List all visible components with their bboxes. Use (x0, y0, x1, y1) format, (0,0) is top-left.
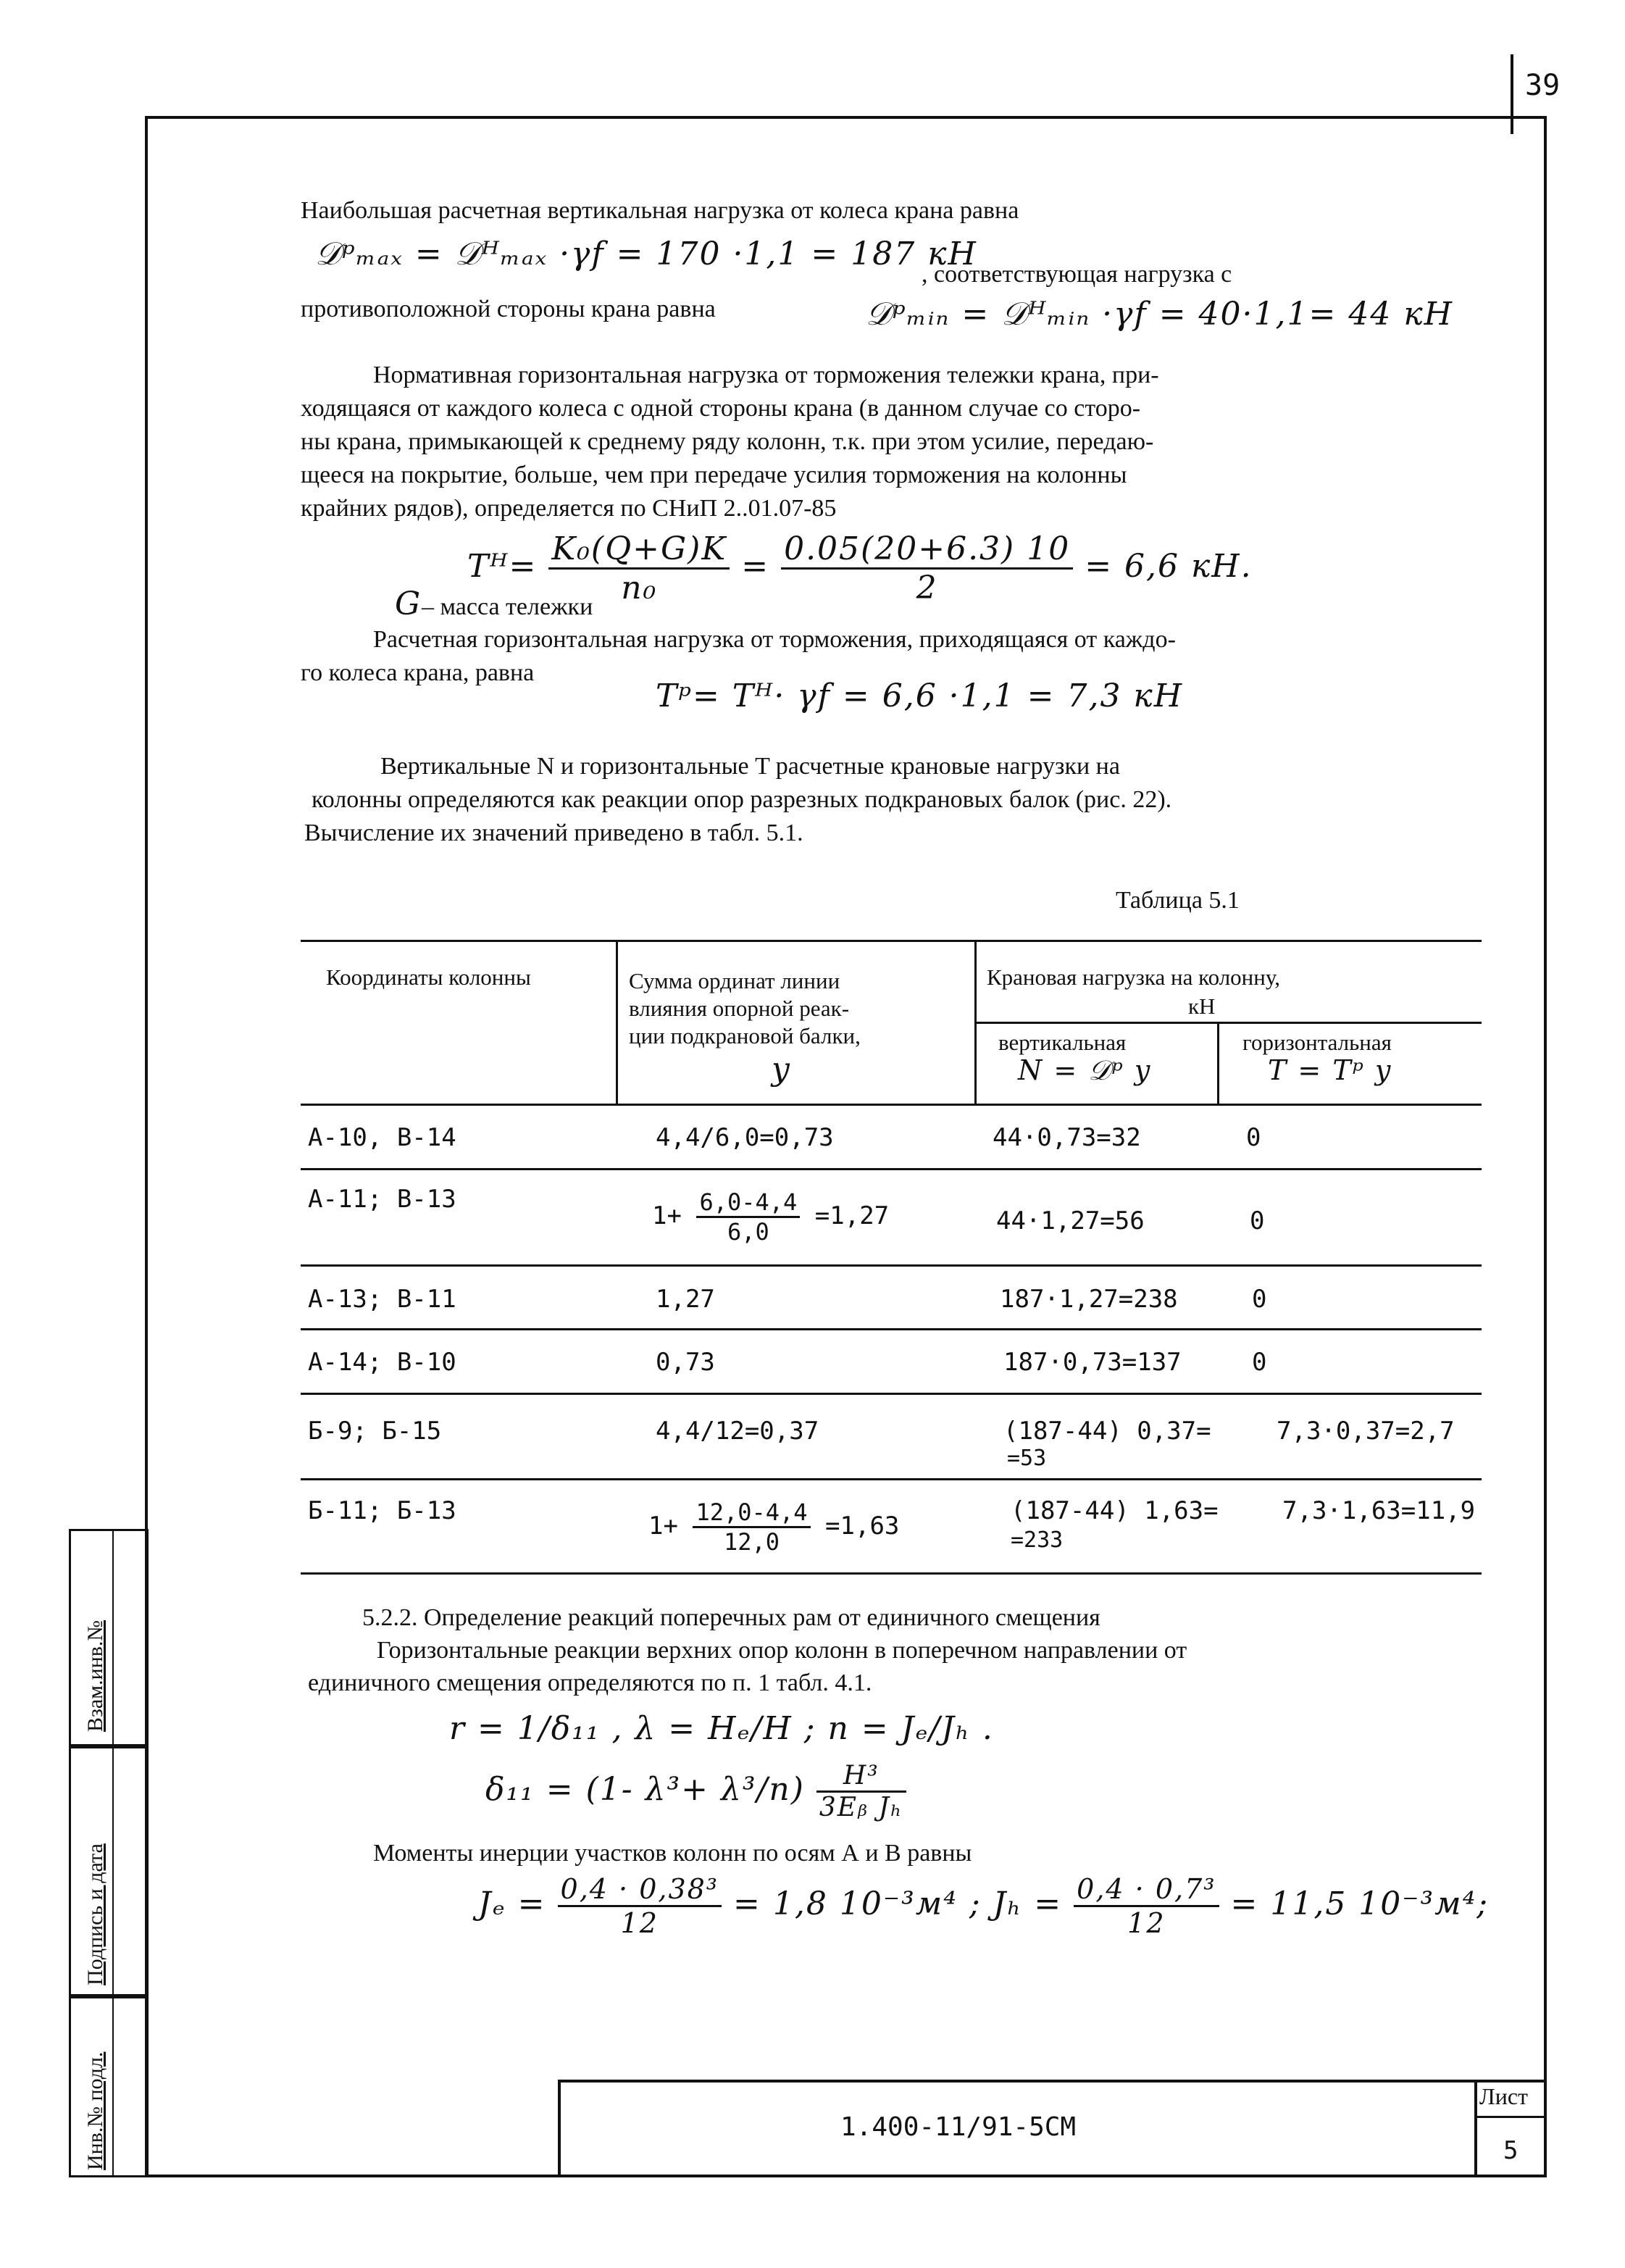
table-rule (1217, 1022, 1219, 1104)
table-cell-horizontal: 0 (1250, 1206, 1265, 1235)
text-line: колонны определяются как реакции опор разрезных подкрановых балок (рис. 22). (312, 786, 1172, 813)
table-rule (301, 1328, 1482, 1330)
text-line: ны крана, примыкающей к среднему ряду колонн, т.к. при этом усилие, передаю- (301, 428, 1154, 455)
page-number: 39 (1525, 69, 1561, 102)
sum-fraction (696, 1188, 800, 1246)
table-cell-horizontal: 0 (1246, 1123, 1261, 1152)
table-header-load: Крановая нагрузка на колонну, (987, 964, 1280, 990)
table-rule (616, 940, 618, 1104)
formula-inertia-frac2 (1074, 1873, 1219, 1939)
table-cell-coord: А-13; В-11 (308, 1285, 456, 1314)
text-line: щееся на покрытие, больше, чем при передаче усилия торможения на колонны (301, 462, 1127, 488)
table-cell-coord: А-11; В-13 (308, 1185, 456, 1214)
table-cell-horizontal: 0 (1252, 1285, 1267, 1314)
table-header-vertical-formula: N = 𝒟ᵖ y (1018, 1054, 1152, 1086)
table-cell-coord: А-10, В-14 (308, 1123, 456, 1152)
formula-delta11 (485, 1761, 906, 1822)
section-heading: 5.2.2. Определение реакций поперечных рам от единичного смещения (362, 1604, 1100, 1631)
text-line: го колеса крана, равна (301, 659, 535, 686)
stamp-cell-replace-inv (69, 1529, 149, 1746)
table-rule (301, 1168, 1482, 1170)
formula-dmin: 𝒟ᵖₘᵢₙ = 𝒟ᴴₘᵢₙ ·γf = 40·1,1= 44 кН (866, 296, 1453, 333)
table-rule (301, 1264, 1482, 1267)
formula-inertia-frac1 (558, 1873, 722, 1939)
formula-inertia-mid: = 1,8 10⁻³м⁴ ; Jₕ = (733, 1885, 1063, 1922)
table-header-vertical: вертикальная (998, 1030, 1127, 1055)
text-line: единичного смещения определяются по п. 1 табл. 4.1. (308, 1669, 872, 1696)
table-header-horizontal-formula: T = Tᵖ y (1268, 1054, 1392, 1086)
text-line: Наибольшая расчетная вертикальная нагрузка от колеса крана равна (301, 197, 1019, 224)
table-cell-vertical: (187-44) 0,37= (1003, 1417, 1211, 1446)
table-rule (301, 1393, 1482, 1395)
table-header-sum: ции подкрановой балки, (629, 1023, 861, 1048)
formula-th-frac2 (781, 530, 1073, 606)
table-cell-vertical-cont: =53 (1007, 1446, 1047, 1471)
table-cell-horizontal: 7,3·1,63=11,9 (1282, 1496, 1476, 1525)
table-cell-vertical: 187·1,27=238 (1000, 1285, 1178, 1314)
text-line: , соответствующая нагрузка с (922, 261, 1232, 288)
table-cell-sum: 4,4/12=0,37 (656, 1417, 819, 1446)
table-rule (301, 940, 1482, 942)
table-cell-sum: 1,27 (656, 1285, 715, 1314)
formula-delta11-frac (816, 1761, 906, 1822)
frac-denominator: 12 (620, 1907, 659, 1939)
table-cell-vertical: 44·1,27=56 (996, 1206, 1145, 1235)
frac-denominator: 12,0 (723, 1528, 780, 1556)
table-header-sum: влияния опорной реак- (629, 996, 850, 1021)
table-rule (301, 1104, 1482, 1106)
text-line: противоположной стороны крана равна (301, 296, 716, 322)
sum-prefix: 1+ (652, 1201, 682, 1230)
table-cell-coord: Б-11; Б-13 (308, 1496, 456, 1525)
frac-numerator: 0.05(20+6.3) 10 (781, 530, 1073, 570)
text-line: Нормативная горизонтальная нагрузка от торможения тележки крана, при- (373, 362, 1159, 388)
frac-denominator: 3Eᵦ Jₕ (819, 1793, 903, 1822)
table-caption: Таблица 5.1 (1116, 887, 1240, 914)
frac-numerator: 0,4 · 0,7³ (1074, 1873, 1219, 1907)
sheet-box-divider (1474, 2116, 1547, 2118)
table-cell-coord: А-14; В-10 (308, 1348, 456, 1377)
stamp-inv-original: Инв.№ подл. (83, 2051, 107, 2170)
stamp-replace-inv: Взам.инв.№ (83, 1619, 107, 1732)
formula-th-left: Tᴴ= (467, 548, 538, 585)
frac-denominator: 12 (1127, 1907, 1166, 1939)
text-line: Вертикальные N и горизонтальные T расчетные крановые нагрузки на (380, 753, 1120, 780)
text-line: Вычисление их значений приведено в табл. 5.1. (304, 820, 803, 846)
table-header-sum: Сумма ординат линии (629, 968, 840, 993)
stamp-cell-signature (69, 1746, 149, 1996)
table-rule (974, 940, 977, 1104)
table-rule (301, 1478, 1482, 1480)
frac-denominator: 6,0 (727, 1218, 769, 1246)
frac-denominator: 2 (916, 570, 938, 606)
frac-denominator: n₀ (621, 570, 658, 606)
stamp-cell-inv-original (69, 1996, 149, 2177)
table-cell-vertical: 44·0,73=32 (993, 1123, 1141, 1152)
formula-th-result: = 6,6 кН. (1085, 548, 1253, 585)
table-rule (974, 1022, 1482, 1024)
table-cell-sum: 4,4/6,0=0,73 (656, 1123, 834, 1152)
document-code: 1.400-11/91-5СМ (840, 2112, 1077, 2142)
sheet-number: 5 (1503, 2136, 1519, 2165)
table-cell-vertical: (187-44) 1,63= (1011, 1496, 1219, 1525)
sum-prefix: 1+ (648, 1512, 678, 1541)
formula-inertia (478, 1873, 1489, 1939)
table-rule (301, 1572, 1482, 1575)
sum-result: =1,63 (825, 1512, 900, 1541)
text-line: Горизонтальные реакции верхних опор колонн в поперечном направлении от (377, 1637, 1187, 1664)
formula-delta11-left: δ₁₁ = (1- λ³+ λ³/n) (485, 1771, 805, 1808)
text-line: ходящаяся от каждого колеса с одной стороны крана (в данном случае со сторо- (301, 395, 1141, 422)
table-header-horizontal: горизонтальная (1242, 1030, 1392, 1055)
g-symbol: G (395, 585, 422, 622)
table-cell-sum: 0,73 (656, 1348, 715, 1377)
formula-inertia-left: Jₑ = (478, 1885, 546, 1922)
table-cell-sum (652, 1188, 889, 1246)
table-header-coord: Координаты колонны (326, 964, 531, 990)
frac-numerator: 0,4 · 0,38³ (558, 1873, 722, 1907)
table-cell-sum (648, 1498, 899, 1556)
formula-inertia-right: = 11,5 10⁻³м⁴; (1230, 1885, 1490, 1922)
formula-tp: Tᵖ= Tᴴ· γf = 6,6 ·1,1 = 7,3 кН (656, 678, 1184, 714)
text-line: крайних рядов), определяется по СНиП 2..01.07-85 (301, 495, 837, 522)
sum-result: =1,27 (814, 1201, 890, 1230)
table-cell-vertical: 187·0,73=137 (1003, 1348, 1182, 1377)
stamp-signature-date: Подпись и дата (83, 1843, 107, 1985)
frac-numerator: 12,0-4,4 (693, 1498, 810, 1528)
formula-r-lambda-n: r = 1/δ₁₁ , λ = Hₑ/H ; n = Jₑ/Jₕ . (449, 1710, 994, 1747)
table-cell-vertical-cont: =233 (1011, 1527, 1064, 1553)
table-cell-coord: Б-9; Б-15 (308, 1417, 442, 1446)
sum-fraction (693, 1498, 810, 1556)
table-header-unit: кН (1188, 993, 1216, 1019)
equals-sign: = (741, 548, 770, 585)
text-line: Расчетная горизонтальная нагрузка от торможения, приходящаяся от каждо- (373, 626, 1176, 653)
text-line: Моменты инерции участков колонн по осям А и В равны (373, 1840, 972, 1867)
table-header-sum-symbol: y (772, 1051, 791, 1088)
formula-dmax: 𝒟ᵖₘₐₓ = 𝒟ᴴₘₐₓ ·γf = 170 ·1,1 = 187 кН (315, 235, 977, 272)
text-line: – масса тележки (422, 593, 593, 620)
sheet-label: Лист (1479, 2083, 1529, 2109)
frac-numerator: 6,0-4,4 (696, 1188, 800, 1218)
table-cell-horizontal: 0 (1252, 1348, 1267, 1377)
table-cell-horizontal: 7,3·0,37=2,7 (1277, 1417, 1455, 1446)
frac-numerator: K₀(Q+G)K (548, 530, 730, 570)
frac-numerator: H³ (816, 1761, 906, 1793)
